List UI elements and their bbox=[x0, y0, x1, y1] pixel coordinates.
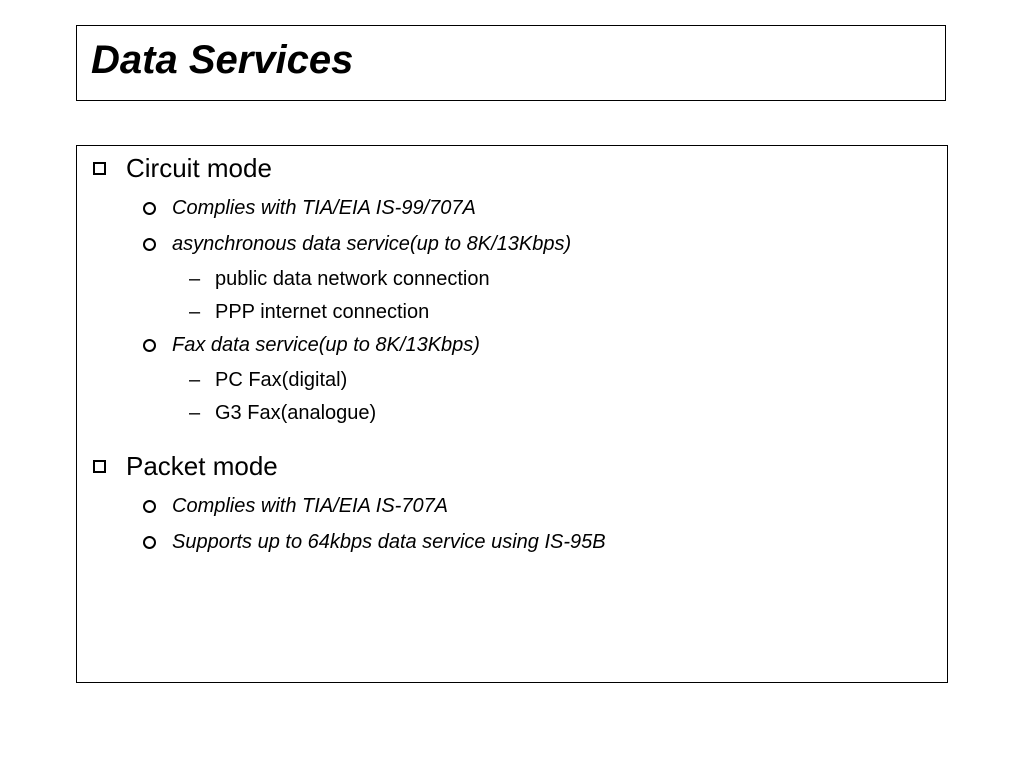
subitem-label: G3 Fax(analogue) bbox=[215, 402, 377, 424]
hollow-square-bullet-icon bbox=[93, 460, 106, 473]
hollow-circle-bullet-icon bbox=[143, 202, 156, 215]
item-label: Complies with TIA/EIA IS-99/707A bbox=[172, 197, 476, 219]
subitem-label: PC Fax(digital) bbox=[215, 369, 348, 391]
hollow-circle-bullet-icon bbox=[143, 238, 156, 251]
dash-bullet: – bbox=[189, 301, 201, 323]
section-label: Packet mode bbox=[126, 451, 278, 481]
item-label: Complies with TIA/EIA IS-707A bbox=[172, 495, 449, 517]
section-label: Circuit mode bbox=[126, 153, 272, 183]
item-label: Fax data service(up to 8K/13Kbps) bbox=[172, 334, 480, 356]
item-label: asynchronous data service(up to 8K/13Kbps) bbox=[172, 233, 572, 255]
subitem-label: public data network connection bbox=[215, 268, 490, 290]
slide-title: Data Services bbox=[91, 38, 354, 82]
hollow-circle-bullet-icon bbox=[143, 536, 156, 549]
subitem-label: PPP internet connection bbox=[215, 301, 430, 323]
dash-bullet: – bbox=[189, 402, 201, 424]
content-box bbox=[76, 145, 948, 683]
hollow-circle-bullet-icon bbox=[143, 339, 156, 352]
hollow-circle-bullet-icon bbox=[143, 500, 156, 513]
title-box bbox=[76, 25, 946, 101]
item-label: Supports up to 64kbps data service using IS-95B bbox=[172, 531, 606, 553]
hollow-square-bullet-icon bbox=[93, 162, 106, 175]
dash-bullet: – bbox=[189, 268, 201, 290]
dash-bullet: – bbox=[189, 369, 201, 391]
